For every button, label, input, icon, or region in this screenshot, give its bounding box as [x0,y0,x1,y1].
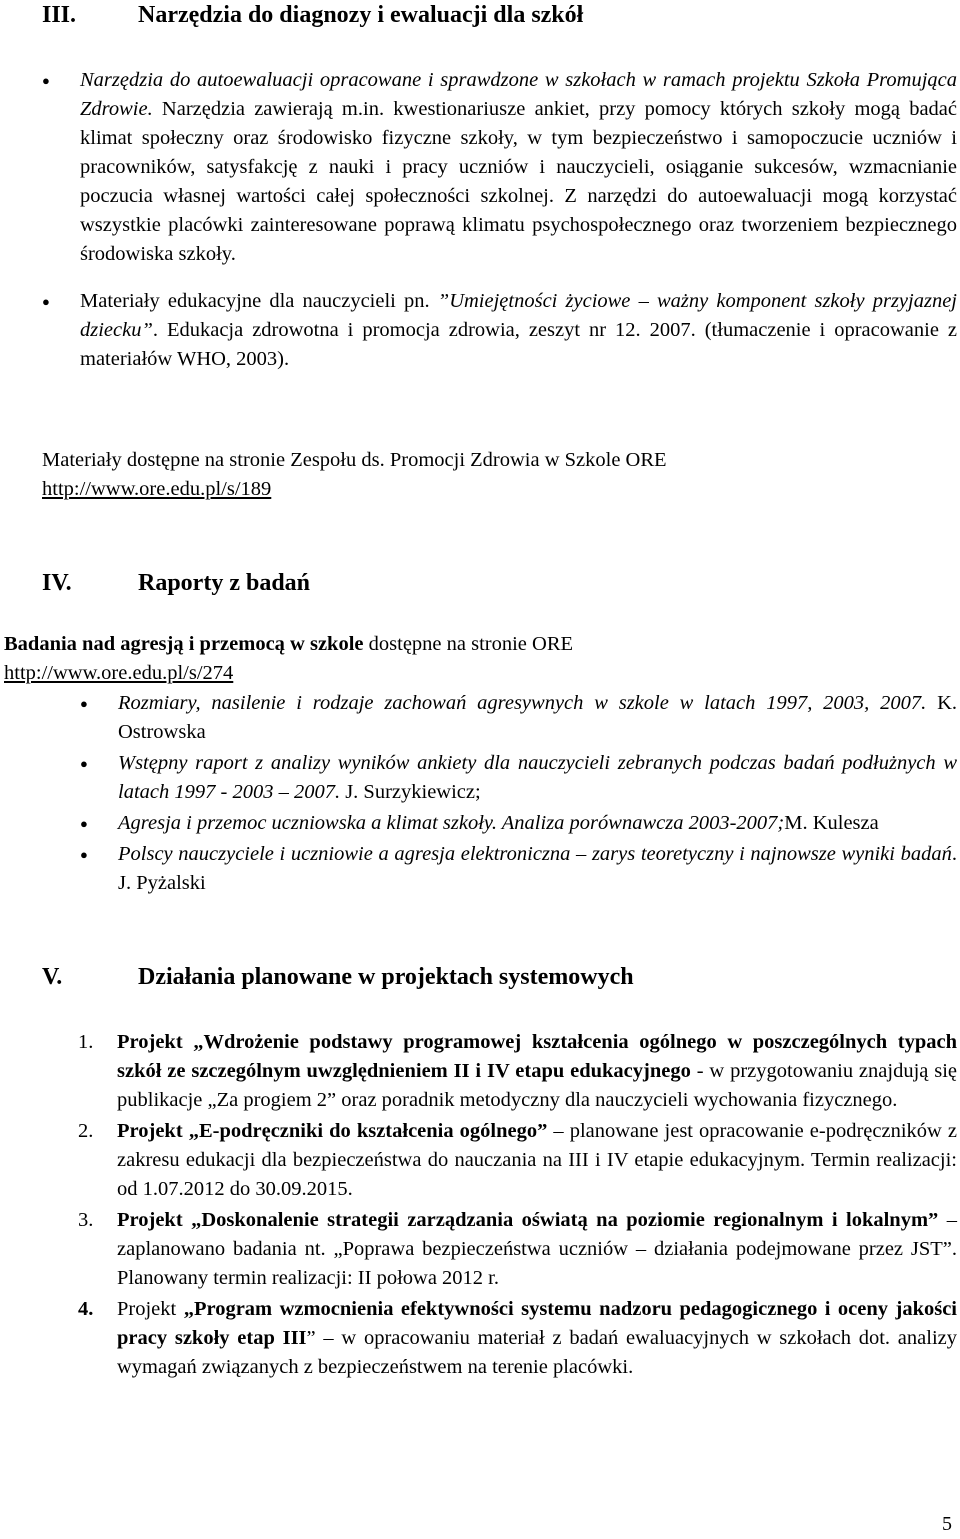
tools-list [42,66,957,374]
tools-description: Narzędzia zawierają m.in. kwestionariusze ankiet, przy pomocy których szkoły mogą badać klimat społeczny oraz środowisko fizyczne szkoły, w tym bezpieczeństwo i samopoczucie uczniów i pracowników, satysfakcję z nauki i pracy uczniów i nauczycieli, osiąganie sukcesów, wzmacnianie poczucia własnej wartości całej społeczności szkolnej. Z narzędzi do autoewaluacji mogą korzystać wszystkie placówki zainteresowane poprawą klimatu psychospołecznego oraz tworzeniem bezpiecznego środowiska szkoły. [80,98,957,265]
project-description: – zaplanowano badania nt. „Poprawa bezpieczeństwa uczniów – działania podejmowane przez JST”. Planowany termin realizacji: II połowa 2012 r. [117,1209,958,1289]
ore-link-274[interactable]: http://www.ore.edu.pl/s/274 [4,662,234,684]
report-title: Polscy nauczyciele i uczniowie a agresja elektroniczna – zarys teoretyczny i najnowsze wyniki badań [118,843,952,865]
report-author: K. Ostrowska [118,692,958,743]
report-title: Rozmiary, nasilenie i rodzaje zachowań agresywnych w szkole w latach 1997, 2003, 2007. [118,692,927,714]
item-number: 3. [78,1209,94,1231]
report-author: M. Kulesza [784,812,879,834]
report-title: Agresja i przemoc uczniowska a klimat szkoły. Analiza porównawcza 2003-2007; [118,812,785,834]
list-item [42,66,957,269]
report-author: J. Surzykiewicz; [340,781,481,803]
section-number: III. [42,2,77,28]
item-number: 4. [78,1298,94,1320]
list-item [42,809,957,838]
list-item [42,840,957,898]
report-author: . J. Pyżalski [118,843,957,894]
section-title: Raporty z badań [138,570,311,596]
list-item [78,1117,957,1204]
project-description: ” – w opracowaniu materiał z badań ewaluacyjnych w szkołach dot. analizy wymagań związanych z bezpieczeństwem na terenie placówki. [117,1327,957,1378]
materials-description: . Edukacja zdrowotna i promocja zdrowia, zeszyt nr 12. 2007. (tłumaczenie i opracowanie z materiałów WHO, 2003). [80,319,957,370]
section-title: Narzędzia do diagnozy i ewaluacji dla szkół [138,2,584,28]
tools-title: Narzędzia do autoewaluacji opracowane i sprawdzone w szkołach w ramach projektu Szkoła Promująca Zdrowie. [80,69,957,120]
materials-intro: Materiały edukacyjne dla nauczycieli pn. [80,290,438,312]
section-number: IV. [42,570,72,596]
section-number: V. [42,964,63,990]
reports-list [42,689,957,898]
reports-intro-bold: Badania nad agresją i przemocą w szkole [4,633,364,655]
materials-text: Materiały dostępne na stronie Zespołu ds. Promocji Zdrowia w Szkole ORE [42,449,667,471]
reports-intro-text: dostępne na stronie ORE [363,633,574,655]
item-number: 2. [78,1120,94,1142]
report-title: Wstępny raport z analizy wyników ankiety dla nauczycieli zebranych podczas badań podłużnych w latach 1997 - 2003 – 2007. [118,752,957,803]
list-item [42,287,957,374]
materials-title: ”Umiejętności życiowe – ważny komponent szkoły przyjaznej dziecku” [80,290,957,341]
list-item [42,689,957,747]
project-prefix: Projekt [117,1298,184,1320]
item-number: 1. [78,1031,94,1053]
reports-intro [4,630,957,688]
list-item [78,1028,957,1115]
ore-link-189[interactable]: http://www.ore.edu.pl/s/189 [42,478,272,500]
project-title: Projekt „E-podręczniki do kształcenia ogólnego” [117,1120,548,1142]
project-title: Projekt „Doskonalenie strategii zarządzania oświatą na poziomie regionalnym i lokalnym” [117,1209,939,1231]
page-number: 5 [942,1513,952,1535]
project-description: – planowane jest opracowanie e-podręczników z zakresu edukacji dla bezpieczeństwa do nauczania na III i IV etapie edukacyjnym. Termin realizacji: od 1.07.2012 do 30.09.2015. [117,1120,957,1200]
project-title: „Program wzmocnienia efektywności systemu nadzoru pedagogicznego i oceny jakości pracy szkoły etap III [117,1298,957,1349]
projects-list [78,1028,957,1382]
project-description: - w przygotowaniu znajdują się publikacje „Za progiem 2” oraz poradnik metodyczny dla nauczycieli wychowania fizycznego. [117,1060,958,1111]
project-title: Projekt „Wdrożenie podstawy programowej kształcenia ogólnego w poszczególnych typach szkół ze szczególnym uwzględnieniem II i IV etapu edukacyjnego [117,1031,957,1082]
list-item [78,1295,957,1382]
list-item [78,1206,957,1293]
section-title: Działania planowane w projektach systemowych [138,964,634,990]
list-item [42,749,957,807]
materials-paragraph [42,446,957,504]
